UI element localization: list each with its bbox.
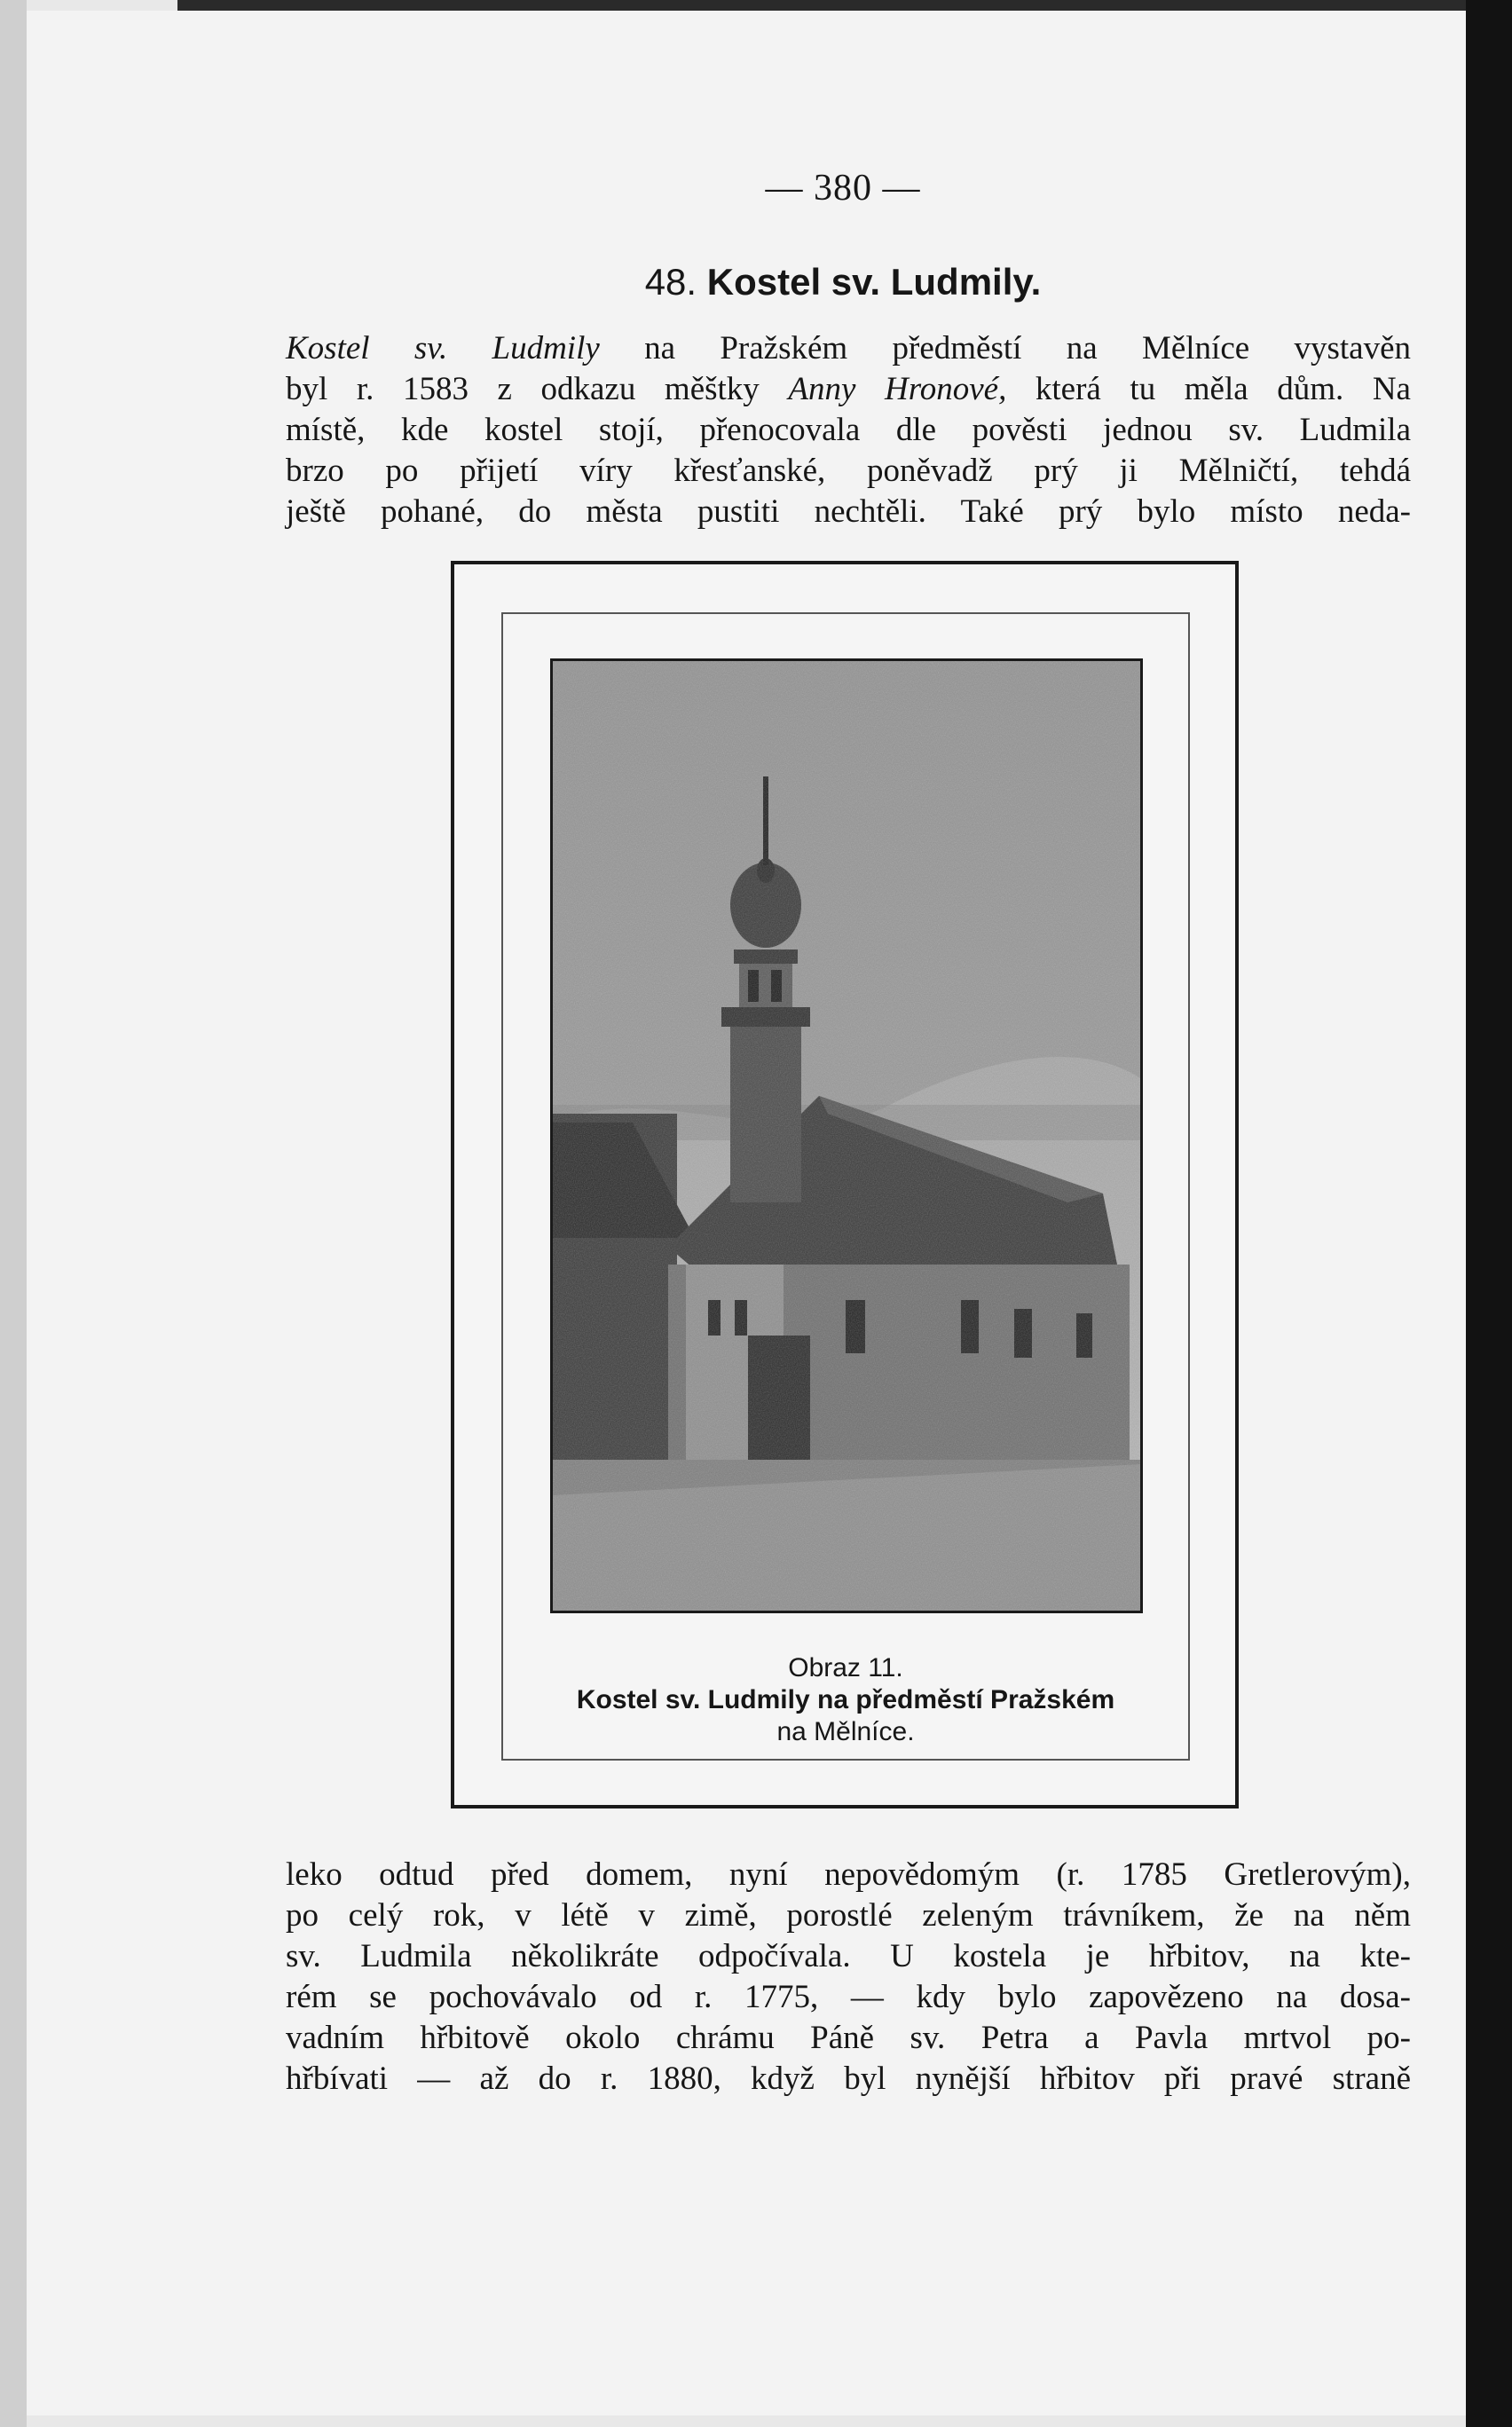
scan-margin-left (0, 0, 27, 2427)
page-number: — 380 — (765, 168, 921, 209)
section-number: 48. (644, 261, 697, 303)
paragraph-continuation (286, 1855, 1411, 2100)
scan-margin-right (1466, 0, 1512, 2427)
paragraph-intro (286, 328, 1411, 532)
figure-caption-line-1: Kostel sv. Ludmily na předměstí Pražském (576, 1685, 1115, 1714)
figure-caption-line-2: na Mělníce. (776, 1717, 915, 1746)
text-line: brzo po přijetí víry křesťanské, poněvadž prý ji Mělničtí, tehdá (286, 453, 1411, 489)
text-line: rém se pochovávalo od r. 1775, — kdy bylo zapovězeno na dosa- (286, 1979, 1411, 2015)
church-photo (550, 658, 1143, 1613)
text-line: místě, kde kostel stojí, přenocovala dle pověsti jednou sv. Ludmila (286, 412, 1411, 448)
text-line: sv. Ludmila několikráte odpočívala. U kostela je hřbitov, na kte- (286, 1938, 1411, 1974)
figure-label: Obraz 11. (788, 1653, 903, 1682)
section-heading (0, 261, 1512, 303)
emphasis-person-name: Anny Hronové, (788, 371, 1007, 407)
text-run: která tu měla dům. Na (1006, 371, 1411, 407)
text-run: na Pražském předměstí na Mělníce vystavěn (599, 330, 1412, 366)
text-line: hřbívati — až do r. 1880, když byl nynější hřbitov při pravé straně (286, 2061, 1411, 2097)
text-line: ještě pohané, do města pustiti nechtěli. Také prý bylo místo neda- (286, 493, 1411, 530)
text-line (286, 328, 1411, 369)
text-run: byl r. 1583 z odkazu měštky (286, 371, 789, 407)
text-line (286, 369, 1411, 410)
emphasis-church-name: Kostel sv. Ludmily (286, 330, 600, 366)
section-title: Kostel sv. Ludmily. (706, 261, 1042, 303)
text-line: leko odtud před domem, nyní nepovědomým (r. 1785 Gretlerovým), (286, 1856, 1411, 1893)
text-line: vadním hřbitově okolo chrámu Páně sv. Petra a Pavla mrtvol po- (286, 2020, 1411, 2056)
text-line: po celý rok, v létě v zimě, porostlé zeleným trávníkem, že na něm (286, 1897, 1411, 1934)
